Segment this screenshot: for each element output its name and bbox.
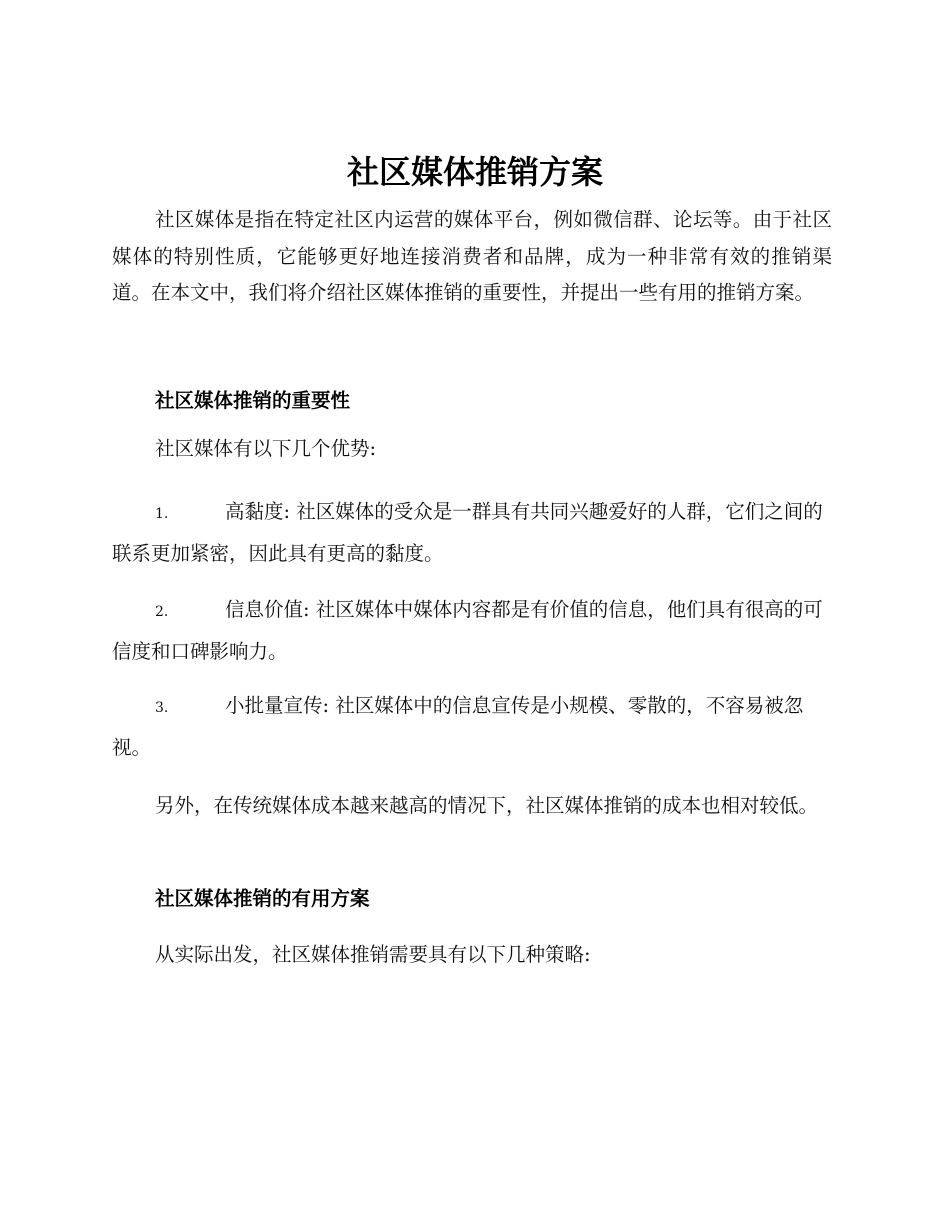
- list-item-text: 信息价值: 社区媒体中媒体内容都是有价值的信息，他们具有很高的可信度和口碑影响力。: [112, 598, 823, 663]
- list-item: [112, 686, 832, 768]
- strategy-lead-paragraph: 从实际出发，社区媒体推销需要具有以下几种策略:: [155, 943, 591, 966]
- list-item-text: 小批量宣传: 社区媒体中的信息宣传是小规模、零散的，不容易被忽视。: [112, 694, 804, 759]
- cost-paragraph: 另外，在传统媒体成本越来越高的情况下，社区媒体推销的成本也相对较低。: [155, 794, 819, 817]
- advantages-lead-paragraph: 社区媒体有以下几个优势:: [155, 437, 377, 460]
- list-item: [112, 590, 832, 672]
- list-item-number: 3.: [155, 700, 169, 716]
- document-title: 社区媒体推销方案: [346, 153, 603, 191]
- list-item-text: 高黏度: 社区媒体的受众是一群具有共同兴趣爱好的人群，它们之间的联系更加紧密，因此具有更高的黏度。: [112, 500, 823, 565]
- section-heading-importance: 社区媒体推销的重要性: [155, 389, 351, 412]
- list-item-number: 1.: [155, 506, 169, 522]
- list-item: [112, 492, 832, 574]
- section-heading-plans: 社区媒体推销的有用方案: [155, 887, 370, 910]
- intro-paragraph: 社区媒体是指在特定社区内运营的媒体平台，例如微信群、论坛等。由于社区媒体的特别性质，它能够更好地连接消费者和品牌，成为一种非常有效的推销渠道。在本文中，我们将介绍社区媒体推销的重要性，并提出一些有用的推销方案。: [112, 208, 832, 304]
- list-item-number: 2.: [155, 604, 169, 620]
